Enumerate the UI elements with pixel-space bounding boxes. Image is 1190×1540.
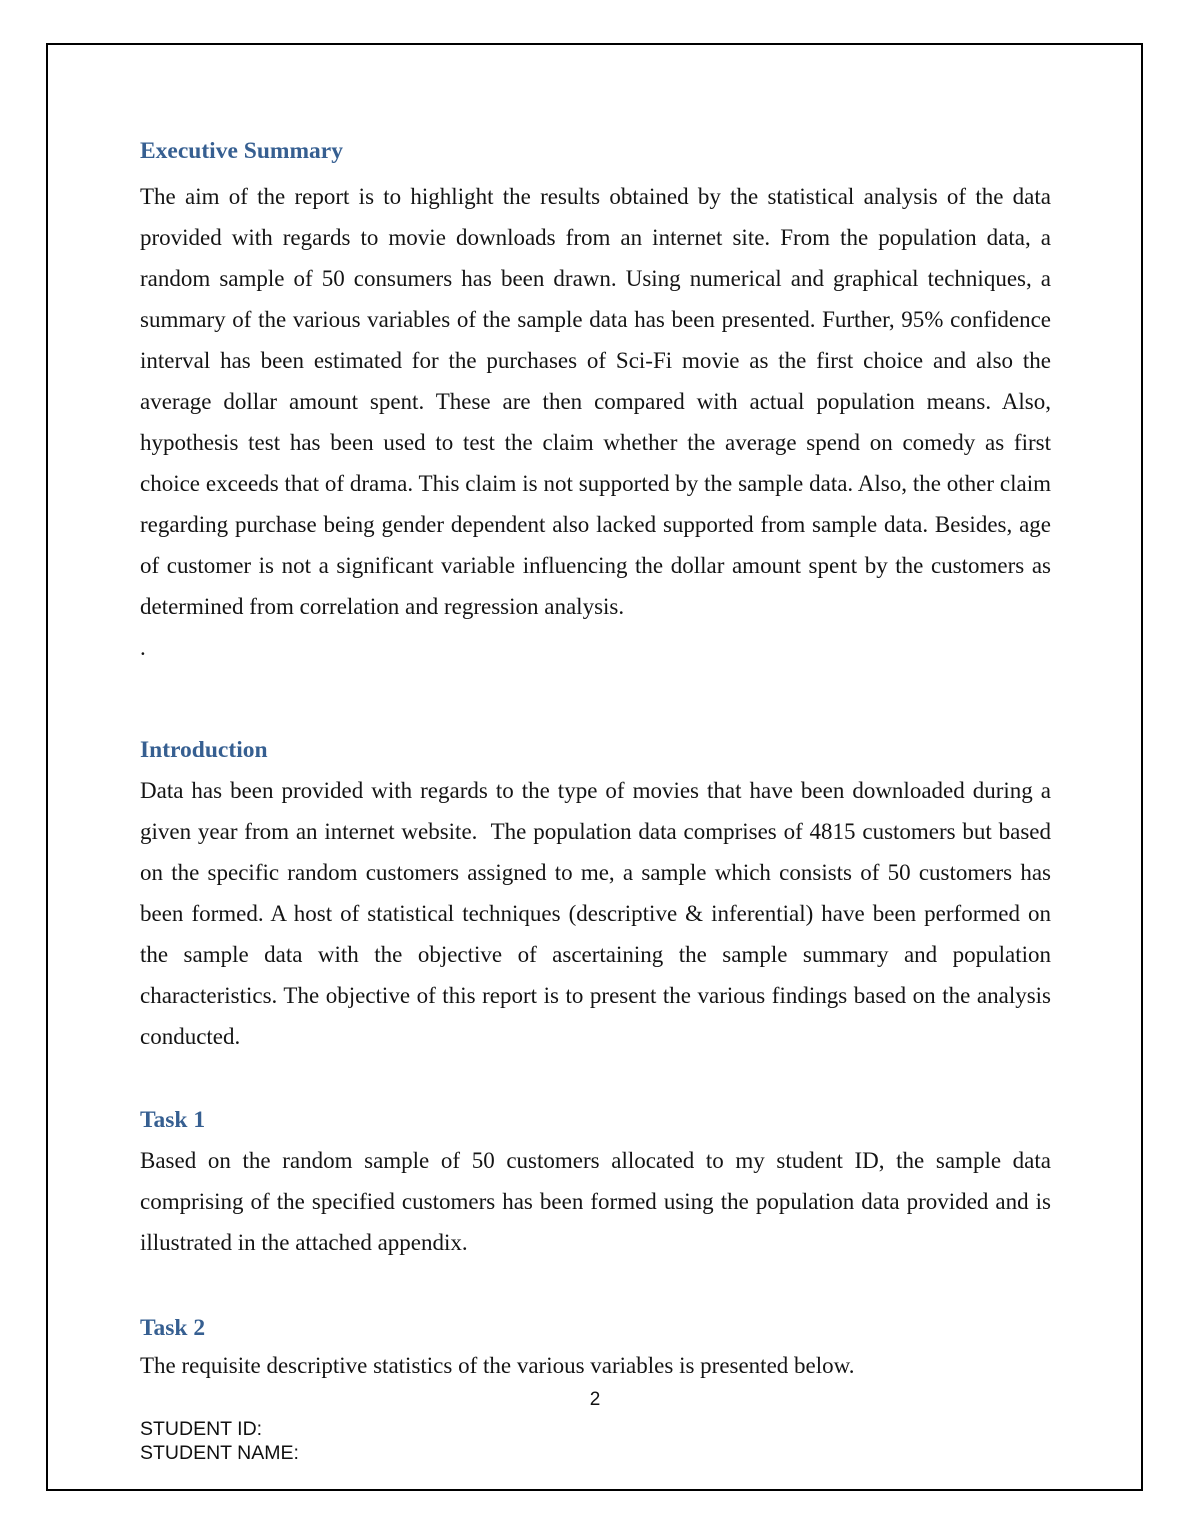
document-content <box>140 0 1051 1386</box>
student-name-label: STUDENT NAME: <box>140 1441 299 1464</box>
student-id-label: STUDENT ID: <box>140 1418 263 1440</box>
page-footer <box>140 1418 299 1465</box>
paragraph-introduction: Data has been provided with regards to the type of movies that have been downloaded during a given year from an internet website. The population data comprises of 4815 customers but based on the specific random customers assigned to me, a sample which consists of 50 customers has been formed. A host of statistical techniques (descriptive & inferential) have been performed on the sample data with the objective of ascertaining the sample summary and population characteristics. The objective of this report is to present the various findings based on the analysis conducted. <box>140 778 1051 1049</box>
paragraph-task-2: The requisite descriptive statistics of the various variables is presented below. <box>140 1353 855 1378</box>
heading-introduction: Introduction <box>140 737 268 763</box>
heading-executive-summary: Executive Summary <box>140 138 343 164</box>
paragraph-period: . <box>140 635 146 660</box>
heading-task-2: Task 2 <box>140 1315 206 1341</box>
paragraph-task-1: Based on the random sample of 50 customers allocated to my student ID, the sample data comprising of the specified customers has been formed using the population data provided and is illustrated in the attached appendix. <box>140 1148 1051 1255</box>
paragraph-executive-summary: The aim of the report is to highlight the results obtained by the statistical analysis of the data provided with regards to movie downloads from an internet site. From the population data, a random sample of 50 consumers has been drawn. Using numerical and graphical techniques, a summary of the various variables of the sample data has been presented. Further, 95% confidence interval has been estimated for the purchases of Sci-Fi movie as the first choice and also the average dollar amount spent. These are then compared with actual population means. Also, hypothesis test has been used to test the claim whether the average spend on comedy as first choice exceeds that of drama. This claim is not supported by the sample data. Also, the other claim regarding purchase being gender dependent also lacked supported from sample data. Besides, age of customer is not a significant variable influencing the dollar amount spent by the customers as determined from correlation and regression analysis. <box>140 184 1051 619</box>
heading-task-1: Task 1 <box>140 1107 206 1133</box>
page-number: 2 <box>589 1389 601 1410</box>
